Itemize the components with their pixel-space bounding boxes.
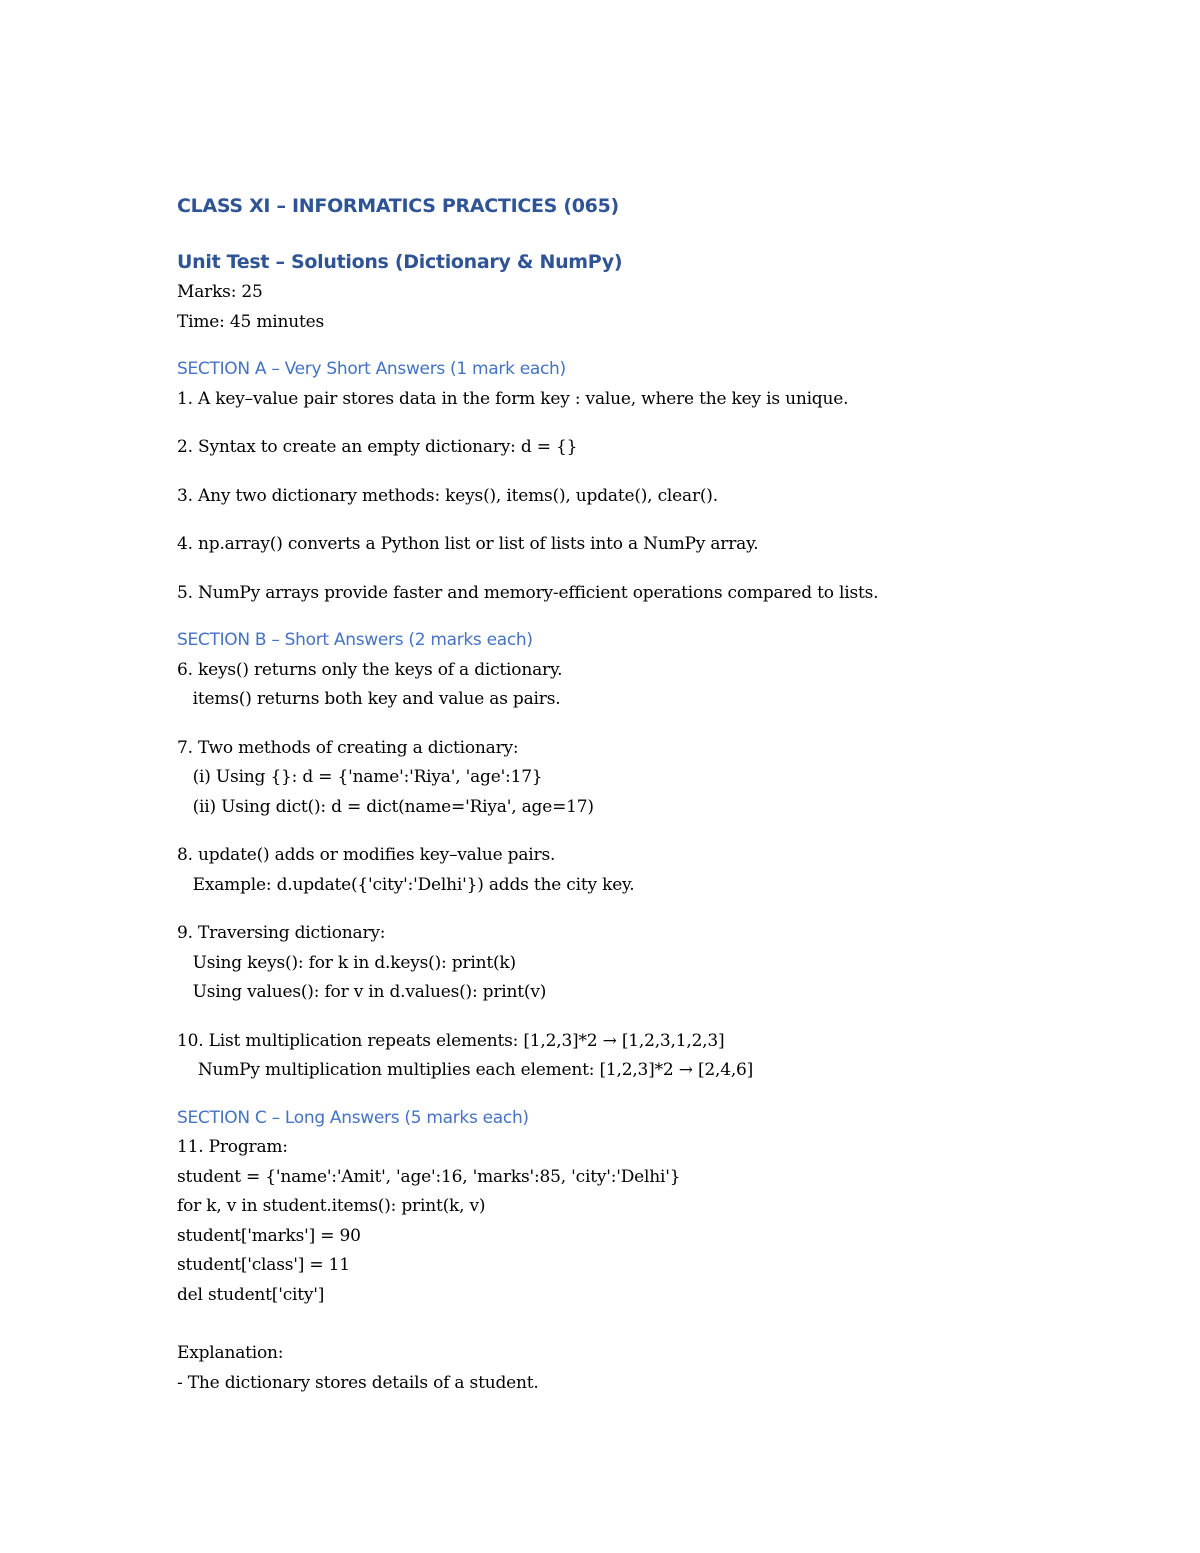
code-line-3: student['marks'] = 90 <box>177 1225 361 1246</box>
answer-6 <box>177 656 1077 715</box>
answer-11 <box>177 1133 1077 1310</box>
answer-5: 5. NumPy arrays provide faster and memory-efficient operations compared to lists. <box>177 582 879 603</box>
answer-6-line-1: 6. keys() returns only the keys of a dictionary. <box>177 659 563 680</box>
answer-7 <box>177 734 1077 823</box>
answer-8-line-2: Example: d.update({'city':'Delhi'}) adds the city key. <box>177 874 635 895</box>
section-c-answers <box>177 1133 1077 1398</box>
marks-text: Marks: 25 <box>177 282 263 302</box>
answer-11-line-1: 11. Program: <box>177 1137 288 1157</box>
answer-9-line-1: 9. Traversing dictionary: <box>177 923 386 943</box>
section-a-heading: SECTION A – Very Short Answers (1 mark each) <box>177 359 566 379</box>
explanation-line-1: - The dictionary stores details of a student. <box>177 1372 539 1393</box>
answer-9 <box>177 919 1077 1008</box>
answer-9-line-3: Using values(): for v in d.values(): print(v) <box>177 982 547 1002</box>
answer-4: 4. np.array() converts a Python list or list of lists into a NumPy array. <box>177 534 759 554</box>
code-line-5: del student['city'] <box>177 1284 325 1305</box>
section-b-answers <box>177 656 1077 1086</box>
code-line-1: student = {'name':'Amit', 'age':16, 'marks':85, 'city':'Delhi'} <box>177 1166 681 1187</box>
answer-7-line-3: (ii) Using dict(): d = dict(name='Riya', age=17) <box>177 796 594 817</box>
explanation-block <box>177 1339 1077 1398</box>
answer-8-line-1: 8. update() adds or modifies key–value pairs. <box>177 845 556 865</box>
answer-7-line-1: 7. Two methods of creating a dictionary: <box>177 737 519 758</box>
section-c-heading: SECTION C – Long Answers (5 marks each) <box>177 1107 529 1128</box>
answer-10-line-2: NumPy multiplication multiplies each element: [1,2,3]*2 → [2,4,6] <box>177 1060 754 1080</box>
code-line-4: student['class'] = 11 <box>177 1255 350 1275</box>
answer-9-line-2: Using keys(): for k in d.keys(): print(k) <box>177 952 516 973</box>
answer-3: 3. Any two dictionary methods: keys(), items(), update(), clear(). <box>177 485 718 506</box>
answer-8 <box>177 841 1077 900</box>
document-subtitle: Unit Test – Solutions (Dictionary & NumPy) <box>177 251 623 273</box>
answer-6-line-2: items() returns both key and value as pairs. <box>177 689 561 709</box>
time-text: Time: 45 minutes <box>177 311 324 332</box>
answer-1: 1. A key–value pair stores data in the form key : value, where the key is unique. <box>177 388 849 409</box>
document-title: CLASS XI – INFORMATICS PRACTICES (065) <box>177 195 619 217</box>
section-a-answers <box>177 385 1077 609</box>
answer-10-line-1: 10. List multiplication repeats elements: [1,2,3]*2 → [1,2,3,1,2,3] <box>177 1030 725 1051</box>
answer-7-line-2: (i) Using {}: d = {'name':'Riya', 'age':17} <box>177 767 543 787</box>
code-line-2: for k, v in student.items(): print(k, v) <box>177 1196 486 1216</box>
answer-10 <box>177 1027 1077 1086</box>
answer-2: 2. Syntax to create an empty dictionary: d = {} <box>177 437 578 457</box>
section-b-heading: SECTION B – Short Answers (2 marks each) <box>177 630 533 650</box>
document-page <box>177 190 1077 1398</box>
blank-line <box>177 1310 1077 1339</box>
explanation-label: Explanation: <box>177 1343 284 1363</box>
